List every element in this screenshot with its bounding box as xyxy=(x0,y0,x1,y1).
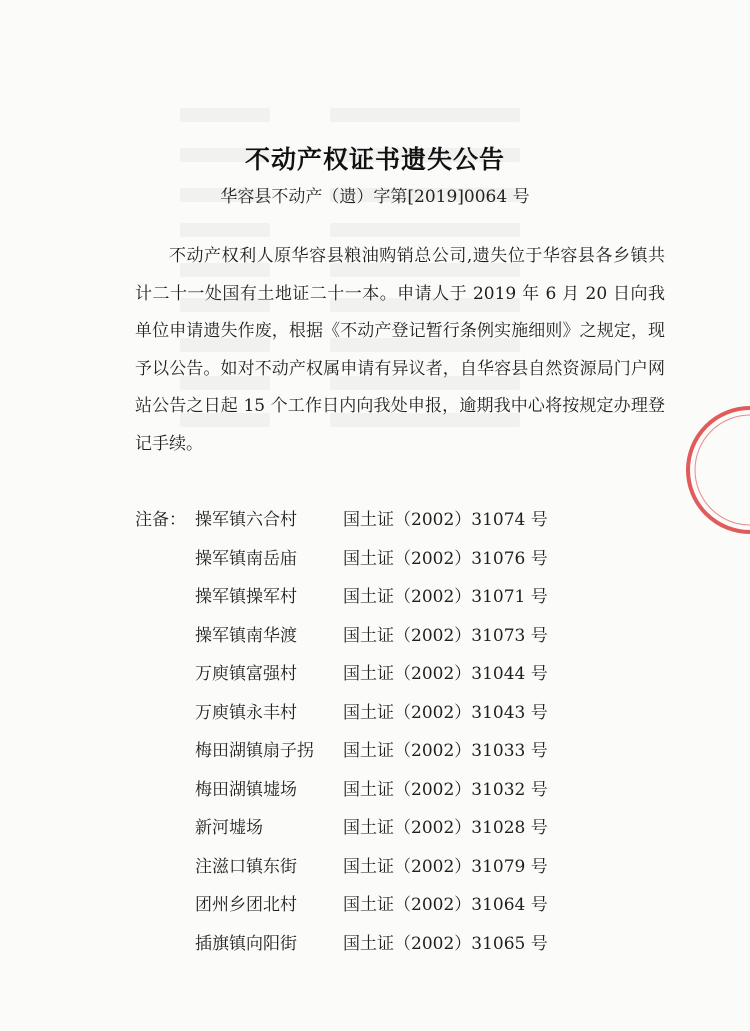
note-item xyxy=(195,736,615,766)
note-place: 操军镇南岳庙 xyxy=(195,548,297,569)
note-certificate: 国土证（2002）31028 号 xyxy=(343,818,548,838)
notice-title: 不动产权证书遗失公告 xyxy=(244,145,505,174)
note-place: 操军镇操军村 xyxy=(195,587,297,607)
note-item xyxy=(195,813,615,843)
note-item xyxy=(195,621,615,651)
note-item xyxy=(195,698,615,728)
note-place: 万庾镇永丰村 xyxy=(195,702,297,723)
note-item xyxy=(195,659,615,689)
note-item xyxy=(195,890,615,920)
note-item xyxy=(195,852,615,882)
note-certificate: 国土证（2002）31073 号 xyxy=(343,625,548,646)
note-item xyxy=(195,544,615,574)
note-place: 插旗镇向阳街 xyxy=(195,933,297,954)
note-certificate: 国土证（2002）31043 号 xyxy=(343,702,548,723)
note-item xyxy=(195,505,615,535)
note-certificate: 国土证（2002）31033 号 xyxy=(343,741,548,761)
note-place: 操军镇六合村 xyxy=(195,510,297,530)
note-place: 操军镇南华渡 xyxy=(195,625,297,646)
note-item xyxy=(195,775,615,805)
seal-circle-graphic xyxy=(680,400,750,540)
note-certificate: 国土证（2002）31076 号 xyxy=(343,548,548,569)
notes-label: 注备： xyxy=(135,510,186,530)
note-item xyxy=(195,929,615,959)
notice-body-paragraph: 不动产权利人原华容县粮油购销总公司,遗失位于华容县各乡镇共计二十一处国有土地证二十一本。申请人于 2019 年 6 月 20 日向我单位申请遗失作废，根据《不动产登记暂行条例实施细则》之规定，现予以公告。如对不动产权属申请有异议者，自华容县自然资源局门户网站公告之日起 15 个工作日内向我处申报，逾期我中心将按规定办理登记手续。 xyxy=(135,246,665,454)
note-certificate: 国土证（2002）31064 号 xyxy=(343,895,548,915)
note-certificate: 国土证（2002）31032 号 xyxy=(343,779,548,800)
note-place: 新河墟场 xyxy=(195,818,263,838)
note-place: 万庾镇富强村 xyxy=(195,664,297,684)
note-certificate: 国土证（2002）31074 号 xyxy=(343,510,548,530)
note-certificate: 国土证（2002）31071 号 xyxy=(343,587,548,607)
note-item xyxy=(195,582,615,612)
document-number: 华容县不动产（遗）字第[2019]0064 号 xyxy=(220,187,530,207)
note-place: 注滋口镇东街 xyxy=(195,856,297,877)
note-place: 梅田湖镇扇子拐 xyxy=(195,741,314,761)
note-certificate: 国土证（2002）31079 号 xyxy=(343,856,548,877)
official-seal-stamp xyxy=(680,400,750,540)
note-certificate: 国土证（2002）31044 号 xyxy=(343,664,548,684)
note-place: 梅田湖镇墟场 xyxy=(195,779,297,800)
note-place: 团州乡团北村 xyxy=(195,895,297,915)
note-certificate: 国土证（2002）31065 号 xyxy=(343,933,548,954)
